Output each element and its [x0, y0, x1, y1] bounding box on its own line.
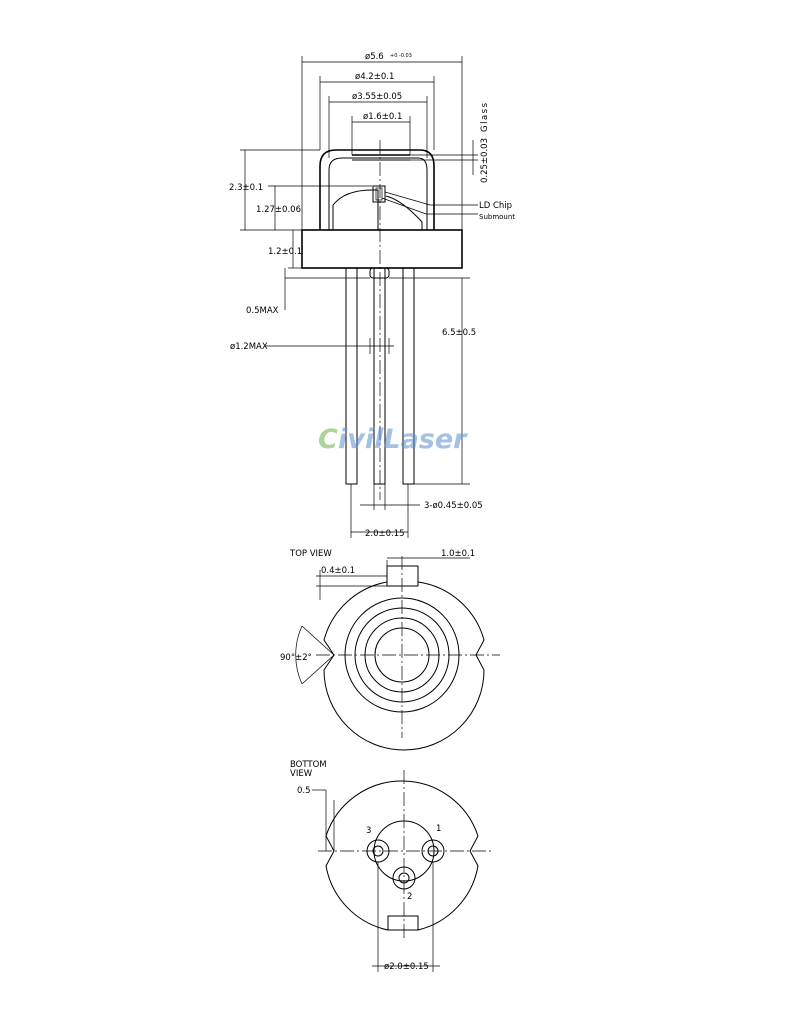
top-view	[280, 549, 500, 750]
dim-lead-len: 6.5±0.5	[442, 328, 477, 338]
bottom-view-title-2: VIEW	[290, 769, 313, 779]
dim-chip-height: 1.27±0.06	[256, 205, 301, 215]
glass-label: Glass	[480, 101, 490, 132]
dim-key-width: 1.0±0.1	[441, 549, 476, 559]
dim-outer-dia: ø5.6	[365, 52, 384, 62]
flange	[302, 230, 462, 268]
dim-gap: 0.5MAX	[246, 306, 279, 316]
bottom-view-title-1: BOTTOM	[290, 760, 327, 770]
dim-pitch: 2.0±0.15	[365, 529, 405, 539]
bottom-view	[290, 760, 492, 972]
dim-pin-circle: ø2.0±0.15	[384, 962, 429, 972]
bottom-view-flange	[326, 781, 478, 930]
dim-outer-tol: +0 -0.03	[390, 53, 412, 59]
heat-sink	[333, 190, 378, 230]
dim-angle: 90°±2°	[280, 653, 312, 663]
top-view-key	[387, 566, 418, 586]
dim-inner-dia: ø1.6±0.1	[363, 112, 403, 122]
svg-text:ivilLaser: ivilLaser	[338, 424, 467, 455]
watermark-logo	[318, 424, 468, 455]
dim-key-depth: 0.4±0.1	[321, 566, 356, 576]
bottom-view-key	[388, 916, 418, 930]
pin-1-label: 1	[436, 824, 442, 834]
label-ld-chip: LD Chip	[479, 201, 513, 211]
dim-notch: 0.5	[297, 786, 311, 796]
top-view-title: TOP VIEW	[290, 549, 332, 559]
dim-cap-dia: ø4.2±0.1	[355, 72, 395, 82]
svg-text:C: C	[318, 424, 338, 455]
dim-window-dia: ø3.55±0.05	[352, 92, 403, 102]
pin-2-label: 2	[407, 892, 413, 902]
dim-base: 1.2±0.1	[268, 247, 303, 257]
top-view-flange	[324, 582, 484, 750]
dim-lead-dia: ø1.2MAX	[230, 342, 268, 352]
dim-leads: 3-ø0.45±0.05	[424, 501, 483, 511]
dim-height: 2.3±0.1	[229, 183, 264, 193]
pin-3-label: 3	[366, 826, 372, 836]
dim-glass: 0.25±0.03	[480, 138, 490, 183]
side-view	[229, 52, 515, 539]
ld-chip	[373, 186, 385, 202]
label-submount: Submount	[479, 213, 516, 221]
